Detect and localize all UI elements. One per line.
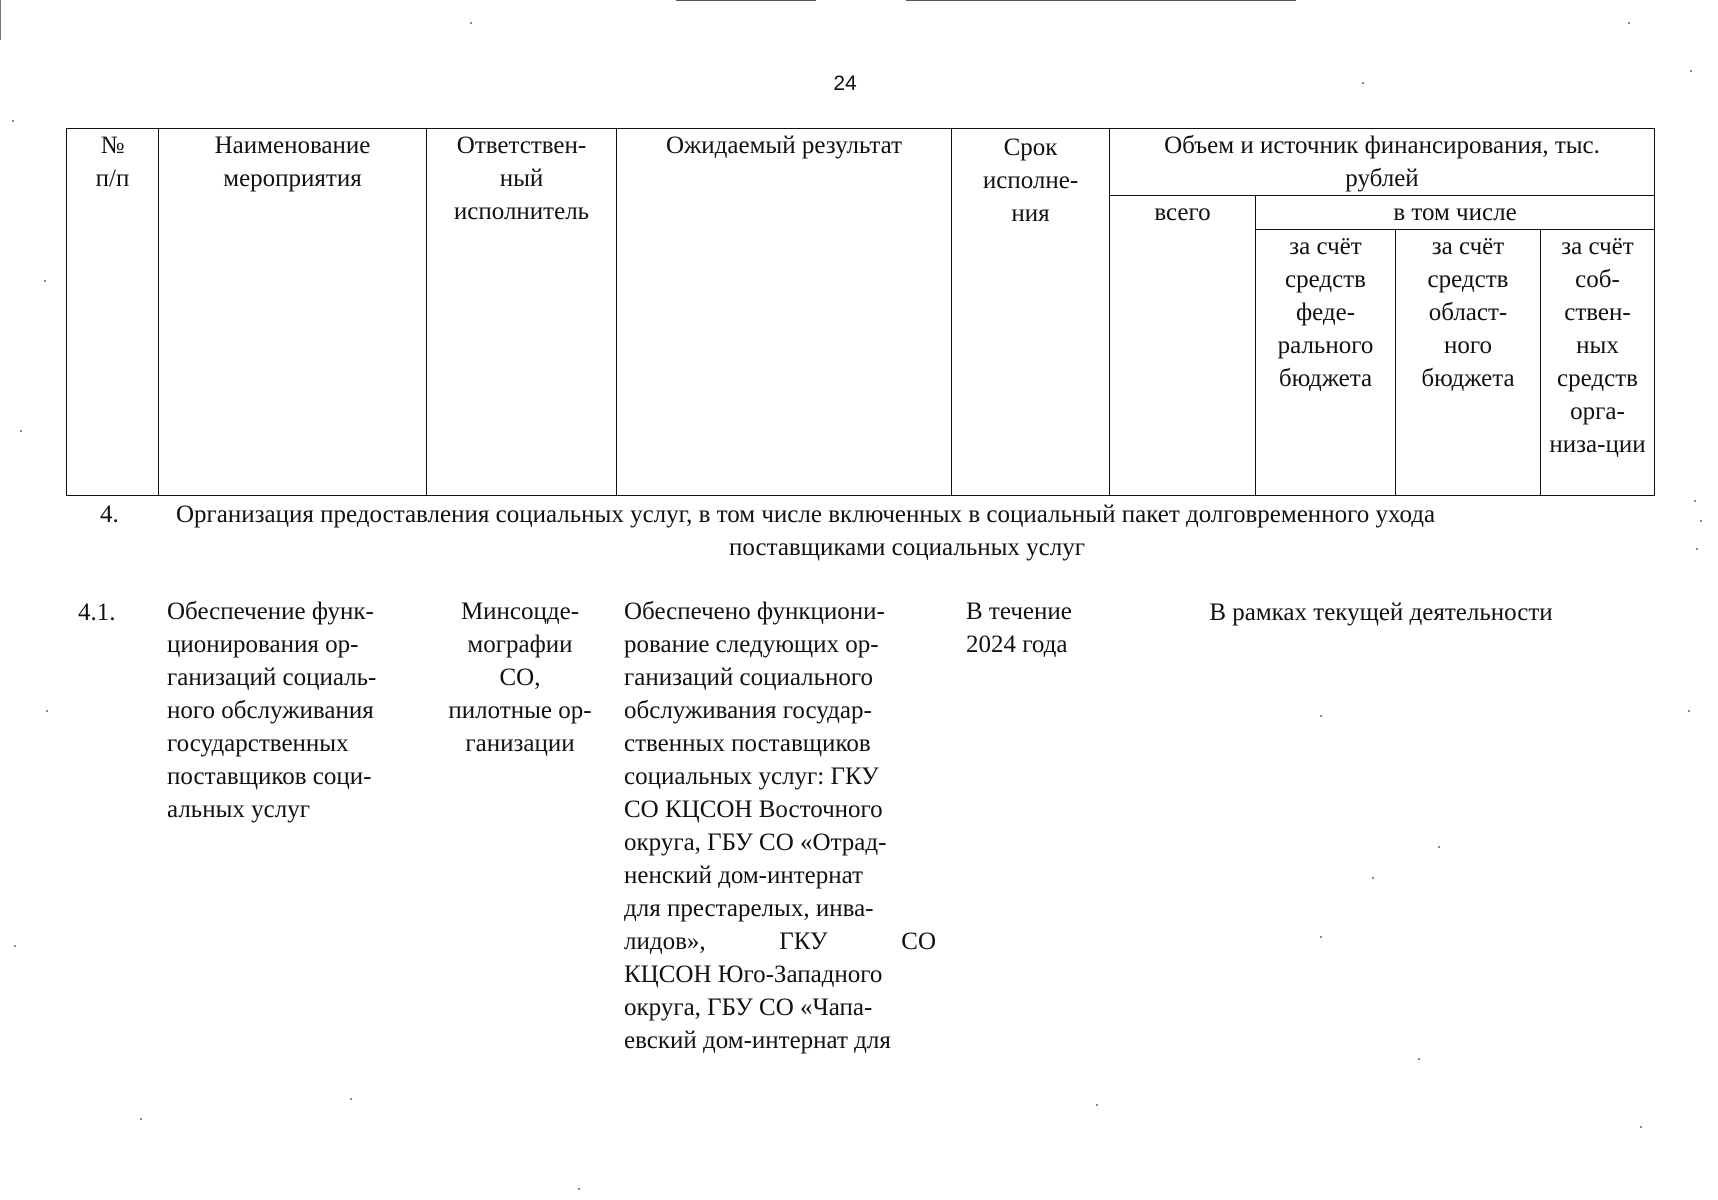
section-title-line2: поставщиками социальных услуг: [729, 534, 1085, 561]
header-including-cell: [1256, 196, 1655, 230]
header-responsible-label: Ответствен-ный исполнитель: [453, 132, 590, 225]
row-name: [167, 595, 414, 826]
header-number-label: № п/п: [95, 132, 130, 192]
header-term-label: Срок исполне-ния: [982, 134, 1079, 227]
scan-speck: [1694, 500, 1696, 502]
row-result-line: ненский дом-интернат: [624, 862, 864, 889]
scan-speck: [1320, 936, 1322, 938]
row-name-line: ганизаций социаль-: [167, 664, 377, 691]
scan-speck: [1372, 877, 1374, 879]
scan-speck: [44, 280, 46, 282]
scan-speck: [46, 710, 48, 712]
row-result-line: ганизаций социального: [624, 664, 874, 691]
row-name-line: поставщиков соци-: [167, 763, 372, 790]
section-title-line1: Организация предоставления социальных услуг, в том числе включенных в социальный пакет долговременного ухода: [176, 501, 1436, 528]
header-table: [66, 128, 1655, 496]
header-result-label: Ожидаемый результат: [665, 132, 903, 159]
row-funding: В рамках текущей деятельности: [1209, 599, 1553, 626]
row-term-line: 2024 года: [966, 631, 1068, 658]
header-responsible-cell: [427, 129, 617, 496]
row-responsible-line: ганизации: [465, 730, 575, 757]
scan-speck: [1696, 548, 1698, 550]
row-responsible-line: СО,: [499, 664, 541, 691]
scan-speck: [1690, 70, 1692, 72]
row-result-line: Обеспечено функциони-: [624, 598, 885, 625]
row-result-line: рование следующих ор-: [624, 631, 879, 658]
header-regional-cell: [1396, 230, 1541, 496]
header-own-label: за счёт соб-ствен-ных средств орга-низа-ции: [1549, 233, 1646, 458]
row-responsible-line: Минсоцде-: [460, 598, 580, 625]
scan-speck: [14, 945, 16, 947]
row-result-line: евский дом-интернат для: [624, 1027, 891, 1054]
header-result-cell: [617, 129, 952, 496]
header-total-label: всего: [1154, 199, 1211, 226]
row-result-line: для престарелых, инва-: [624, 895, 874, 922]
row-name-line: ционирования ор-: [167, 631, 359, 658]
header-name-label: Наименование мероприятия: [214, 132, 371, 192]
scan-speck: [1096, 1104, 1098, 1106]
scan-edge-line: [906, 0, 1296, 1]
scan-speck: [470, 22, 472, 24]
header-term-cell: [952, 129, 1110, 496]
row-result-line: округа, ГБУ СО «Чапа-: [624, 994, 873, 1021]
scan-speck: [12, 120, 14, 122]
row-result-line: КЦСОН Юго-Западного: [624, 961, 883, 988]
row-name-line: Обеспечение функ-: [167, 598, 374, 625]
header-number-cell: [67, 129, 159, 496]
section-number: 4.: [100, 501, 119, 528]
row-term: [966, 595, 1106, 661]
row-name-line: ного обслуживания: [167, 697, 374, 724]
scan-edge-line: [676, 0, 816, 1]
row-result-line: социальных услуг: ГКУ: [624, 763, 879, 790]
row-number: 4.1.: [78, 599, 116, 626]
row-term-line: В течение: [966, 598, 1072, 625]
header-federal-cell: [1256, 230, 1396, 496]
scan-speck: [20, 430, 22, 432]
row-result-line: обслуживания государ-: [624, 697, 872, 724]
scan-speck: [1438, 846, 1440, 848]
header-federal-label: за счёт средств феде-рального бюджета: [1277, 233, 1374, 392]
page-number: 24: [833, 72, 857, 95]
scan-speck: [578, 1188, 580, 1190]
header-funding-label: Объем и источник финансирования, тыс. рублей: [1164, 132, 1600, 192]
scan-speck: [1320, 715, 1322, 717]
row-result-line: СО КЦСОН Восточного: [624, 796, 883, 823]
header-name-cell: [159, 129, 427, 496]
scan-speck: [1640, 1126, 1642, 1128]
row-result-line: ственных поставщиков: [624, 730, 871, 757]
header-including-label: в том числе: [1393, 199, 1517, 226]
header-funding-cell: [1110, 129, 1655, 196]
row-name-line: альных услуг: [167, 796, 310, 823]
scan-edge-line: [0, 0, 1, 40]
scan-speck: [1688, 710, 1690, 712]
scan-speck: [350, 1098, 352, 1100]
row-result-line: округа, ГБУ СО «Отрад-: [624, 829, 887, 856]
scan-speck: [140, 1118, 142, 1120]
scan-speck: [1628, 22, 1630, 24]
row-responsible-line: пилотные ор-: [448, 697, 592, 724]
header-total-cell: [1110, 196, 1256, 496]
scan-speck: [1362, 82, 1364, 84]
scan-speck: [1700, 520, 1702, 522]
row-result-line: лидов», ГКУ СО: [624, 928, 936, 955]
row-responsible-line: мографии: [467, 631, 573, 658]
header-own-cell: [1541, 230, 1655, 496]
scan-speck: [1418, 1058, 1420, 1060]
row-result: [624, 595, 936, 1057]
row-name-line: государственных: [167, 730, 349, 757]
row-responsible: [430, 595, 610, 760]
header-regional-label: за счёт средств област-ного бюджета: [1421, 233, 1515, 392]
